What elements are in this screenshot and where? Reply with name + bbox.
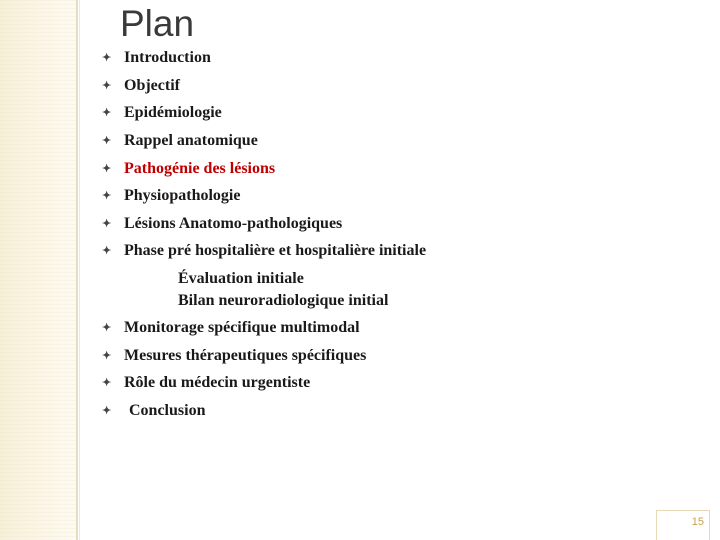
- bullet-glyph-icon: ✦: [102, 322, 112, 334]
- agenda-item-label: Epidémiologie: [124, 104, 222, 121]
- agenda-item-label: Introduction: [124, 49, 211, 66]
- bullet-glyph-icon: ✦: [102, 350, 112, 362]
- agenda-item-label: Rôle du médecin urgentiste: [124, 374, 311, 391]
- bullet-glyph-icon: ✦: [102, 377, 112, 389]
- agenda-item-physiopathologie: [102, 186, 240, 206]
- agenda-item-label-highlighted: Pathogénie des lésions: [124, 160, 276, 177]
- agenda-item-mesures: [102, 346, 366, 366]
- bullet-glyph-icon: ✦: [102, 107, 112, 119]
- agenda-item-epidemiologie: [102, 103, 222, 123]
- bullet-glyph-icon: ✦: [102, 405, 112, 417]
- agenda-item-rappel-anatomique: [102, 131, 258, 151]
- agenda-item-label: Rappel anatomique: [124, 132, 258, 149]
- bullet-glyph-icon: ✦: [102, 190, 112, 202]
- agenda-item-label: Lésions Anatomo-pathologiques: [124, 215, 343, 232]
- bullet-glyph-icon: ✦: [102, 163, 112, 175]
- agenda-item-label: Phase pré hospitalière et hospitalière initiale: [124, 242, 427, 259]
- agenda-item-label: Objectif: [124, 77, 180, 94]
- agenda-item-label: Physiopathologie: [124, 187, 241, 204]
- agenda-subitem-evaluation: Évaluation initiale: [178, 270, 304, 287]
- agenda-item-objectif: [102, 76, 180, 96]
- agenda-item-monitorage: [102, 318, 360, 338]
- agenda-subitem-bilan: Bilan neuroradiologique initial: [178, 292, 389, 309]
- slide-title: Plan: [120, 3, 195, 44]
- agenda-item-pathogenie: [102, 159, 275, 179]
- bullet-glyph-icon: ✦: [102, 52, 112, 64]
- bullet-glyph-icon: ✦: [102, 245, 112, 257]
- agenda-item-conclusion: [102, 401, 205, 421]
- agenda-item-label: Monitorage spécifique multimodal: [124, 319, 360, 336]
- agenda-item-lesions: [102, 214, 342, 234]
- bullet-glyph-icon: ✦: [102, 218, 112, 230]
- agenda-item-role-medecin: [102, 373, 310, 393]
- agenda-item-introduction: [102, 48, 211, 68]
- bullet-glyph-icon: ✦: [102, 80, 112, 92]
- agenda-item-label: Mesures thérapeutiques spécifiques: [124, 347, 367, 364]
- agenda-item-phase-hospitaliere: [102, 241, 426, 261]
- bullet-glyph-icon: ✦: [102, 135, 112, 147]
- agenda-item-label: Conclusion: [129, 402, 206, 419]
- page-number: 15: [691, 516, 704, 528]
